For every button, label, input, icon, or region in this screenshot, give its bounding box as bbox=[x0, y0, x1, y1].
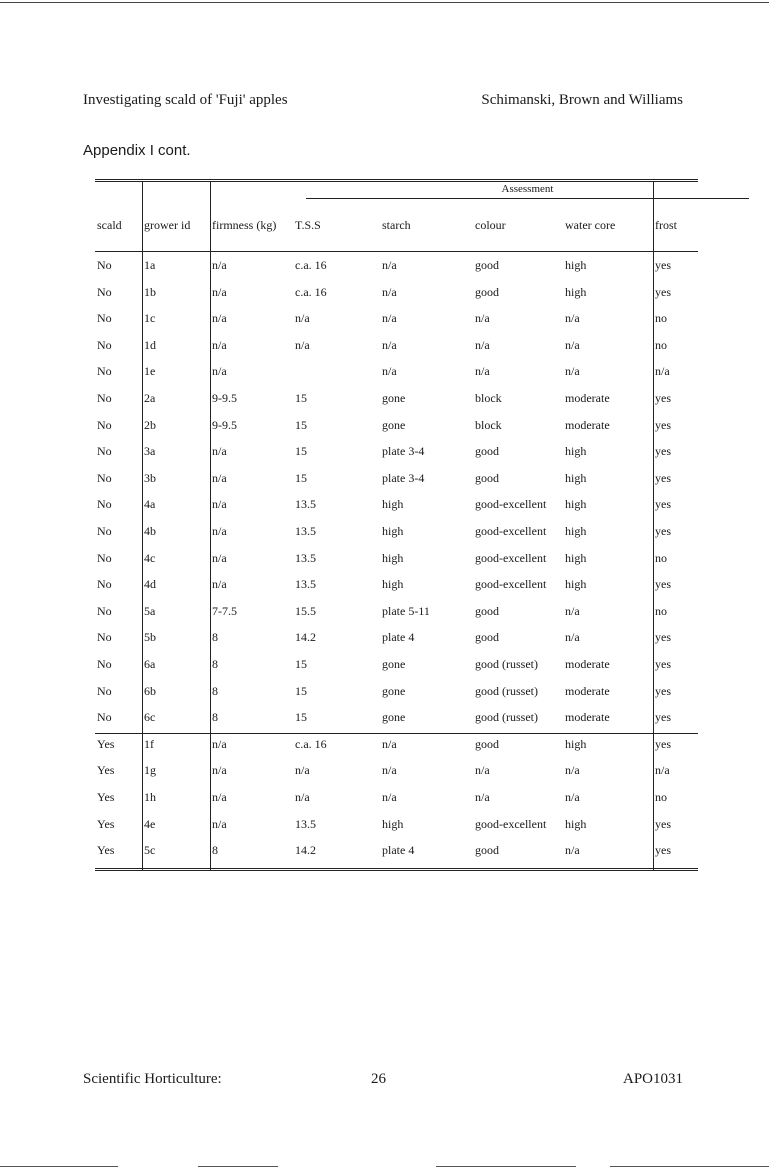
top-rule bbox=[0, 2, 769, 3]
appendix-title: Appendix I cont. bbox=[83, 142, 191, 159]
cell-grower-id: 2a bbox=[144, 391, 156, 405]
cell-tss: c.a. 16 bbox=[295, 258, 327, 272]
cell-grower-id: 3b bbox=[144, 470, 156, 485]
cell-starch: n/a bbox=[382, 258, 397, 272]
cell-grower-id: 5a bbox=[144, 603, 156, 618]
cell-colour: n/a bbox=[475, 790, 490, 804]
cell-tss: 15 bbox=[295, 391, 307, 405]
cell-firmness: n/a bbox=[212, 284, 227, 299]
cell-frost: yes bbox=[655, 497, 671, 512]
running-header-title: Investigating scald of 'Fuji' apples bbox=[83, 92, 288, 108]
cell-scald: Yes bbox=[97, 763, 115, 778]
cell-water-core: high bbox=[565, 497, 587, 512]
cell-grower-id: 5b bbox=[144, 630, 156, 645]
cell-colour: good bbox=[475, 630, 499, 645]
cell-grower-id: 1e bbox=[144, 364, 156, 379]
cell-colour: good bbox=[475, 470, 499, 485]
column-header-frost: frost bbox=[655, 218, 677, 232]
column-header-firmness: firmness (kg) bbox=[212, 218, 277, 232]
cell-grower-id: 4b bbox=[144, 524, 156, 538]
cell-water-core: high bbox=[565, 284, 587, 299]
cell-frost: yes bbox=[655, 577, 671, 592]
table-top-rule-inner bbox=[95, 181, 698, 182]
cell-water-core: n/a bbox=[565, 364, 580, 379]
cell-firmness: n/a bbox=[212, 790, 227, 804]
cell-colour: good (russet) bbox=[475, 657, 538, 671]
cell-starch: high bbox=[382, 816, 404, 831]
cell-scald: Yes bbox=[97, 790, 115, 804]
cell-frost: no bbox=[655, 790, 667, 804]
cell-firmness: n/a bbox=[212, 550, 227, 565]
footer-journal: Scientific Horticulture: bbox=[83, 1071, 222, 1087]
table-row bbox=[95, 604, 698, 630]
table-row bbox=[95, 737, 698, 763]
cell-tss: 15 bbox=[295, 444, 307, 459]
cell-tss: n/a bbox=[295, 337, 310, 352]
cell-scald: No bbox=[97, 603, 112, 618]
cell-grower-id: 4a bbox=[144, 497, 156, 512]
cell-starch: gone bbox=[382, 417, 406, 432]
cell-frost: yes bbox=[655, 258, 671, 272]
cell-firmness: 7-7.5 bbox=[212, 603, 237, 618]
cell-scald: Yes bbox=[97, 816, 115, 831]
cell-frost: yes bbox=[655, 444, 671, 459]
cell-firmness: n/a bbox=[212, 444, 227, 459]
bottom-rule-segment bbox=[0, 1166, 118, 1167]
cell-starch: n/a bbox=[382, 364, 397, 379]
running-header-authors: Schimanski, Brown and Williams bbox=[481, 92, 683, 108]
table-row bbox=[95, 364, 698, 390]
cell-frost: yes bbox=[655, 524, 671, 538]
cell-grower-id: 3a bbox=[144, 444, 156, 459]
cell-tss: 13.5 bbox=[295, 497, 316, 512]
cell-scald: No bbox=[97, 258, 112, 272]
cell-starch: gone bbox=[382, 710, 406, 725]
cell-colour: good (russet) bbox=[475, 683, 538, 698]
cell-scald: Yes bbox=[97, 736, 115, 751]
table-row bbox=[95, 657, 698, 683]
cell-colour: good bbox=[475, 258, 499, 272]
cell-water-core: moderate bbox=[565, 710, 610, 725]
cell-grower-id: 6c bbox=[144, 710, 156, 725]
cell-colour: n/a bbox=[475, 311, 490, 326]
cell-water-core: n/a bbox=[565, 790, 580, 804]
cell-starch: high bbox=[382, 577, 404, 592]
cell-scald: No bbox=[97, 364, 112, 379]
table-row bbox=[95, 524, 698, 550]
cell-colour: good-excellent bbox=[475, 577, 547, 592]
cell-grower-id: 6b bbox=[144, 683, 156, 698]
cell-colour: n/a bbox=[475, 364, 490, 379]
cell-starch: high bbox=[382, 550, 404, 565]
assessment-group-header: Assessment bbox=[501, 183, 554, 195]
cell-scald: Yes bbox=[97, 843, 115, 858]
cell-colour: n/a bbox=[475, 337, 490, 352]
cell-scald: No bbox=[97, 657, 112, 671]
cell-grower-id: 4c bbox=[144, 550, 156, 565]
cell-firmness: n/a bbox=[212, 763, 227, 778]
cell-firmness: 8 bbox=[212, 843, 218, 858]
table-row bbox=[95, 577, 698, 603]
bottom-rule-segment bbox=[610, 1166, 769, 1167]
cell-grower-id: 1c bbox=[144, 311, 156, 326]
cell-firmness: 8 bbox=[212, 710, 218, 725]
cell-frost: no bbox=[655, 603, 667, 618]
cell-starch: plate 3-4 bbox=[382, 444, 425, 459]
cell-scald: No bbox=[97, 497, 112, 512]
table-row bbox=[95, 391, 698, 417]
cell-colour: good-excellent bbox=[475, 497, 547, 512]
table-row bbox=[95, 418, 698, 444]
cell-starch: gone bbox=[382, 657, 406, 671]
cell-water-core: n/a bbox=[565, 603, 580, 618]
cell-frost: yes bbox=[655, 736, 671, 751]
cell-colour: good bbox=[475, 603, 499, 618]
cell-tss: 15 bbox=[295, 470, 307, 485]
column-header-starch: starch bbox=[382, 218, 411, 232]
cell-water-core: moderate bbox=[565, 683, 610, 698]
cell-scald: No bbox=[97, 444, 112, 459]
bottom-rule-segment bbox=[436, 1166, 576, 1167]
cell-frost: yes bbox=[655, 630, 671, 645]
cell-colour: good (russet) bbox=[475, 710, 538, 725]
cell-firmness: n/a bbox=[212, 258, 227, 272]
table-row bbox=[95, 471, 698, 497]
cell-firmness: n/a bbox=[212, 337, 227, 352]
table-row bbox=[95, 763, 698, 789]
cell-starch: n/a bbox=[382, 736, 397, 751]
cell-grower-id: 1b bbox=[144, 284, 156, 299]
cell-water-core: high bbox=[565, 470, 587, 485]
cell-starch: n/a bbox=[382, 284, 397, 299]
cell-scald: No bbox=[97, 391, 112, 405]
cell-firmness: 8 bbox=[212, 683, 218, 698]
bottom-rule-segment bbox=[198, 1166, 278, 1167]
table-row bbox=[95, 311, 698, 337]
cell-grower-id: 5c bbox=[144, 843, 156, 858]
scald-yes-separator bbox=[95, 733, 698, 734]
cell-grower-id: 1g bbox=[144, 763, 156, 778]
cell-colour: good-excellent bbox=[475, 550, 547, 565]
cell-grower-id: 1d bbox=[144, 337, 156, 352]
cell-colour: good bbox=[475, 284, 499, 299]
cell-water-core: high bbox=[565, 736, 587, 751]
table-row bbox=[95, 790, 698, 816]
cell-grower-id: 6a bbox=[144, 657, 156, 671]
cell-grower-id: 4e bbox=[144, 816, 156, 831]
cell-scald: No bbox=[97, 417, 112, 432]
cell-tss: 15 bbox=[295, 683, 307, 698]
cell-water-core: high bbox=[565, 550, 587, 565]
cell-tss: 13.5 bbox=[295, 550, 316, 565]
table-row bbox=[95, 338, 698, 364]
cell-water-core: moderate bbox=[565, 417, 610, 432]
table-row bbox=[95, 684, 698, 710]
cell-starch: plate 3-4 bbox=[382, 470, 425, 485]
cell-grower-id: 4d bbox=[144, 577, 156, 592]
cell-colour: block bbox=[475, 391, 502, 405]
cell-frost: yes bbox=[655, 816, 671, 831]
cell-grower-id: 1a bbox=[144, 258, 156, 272]
column-header-grower-id: grower id bbox=[144, 218, 191, 232]
cell-scald: No bbox=[97, 284, 112, 299]
cell-colour: good-excellent bbox=[475, 524, 547, 538]
cell-grower-id: 1f bbox=[144, 736, 154, 751]
cell-firmness: 9-9.5 bbox=[212, 391, 237, 405]
cell-frost: yes bbox=[655, 284, 671, 299]
cell-water-core: moderate bbox=[565, 657, 610, 671]
cell-scald: No bbox=[97, 470, 112, 485]
cell-firmness: n/a bbox=[212, 577, 227, 592]
cell-tss: c.a. 16 bbox=[295, 284, 327, 299]
cell-scald: No bbox=[97, 337, 112, 352]
table-row bbox=[95, 630, 698, 656]
cell-starch: plate 4 bbox=[382, 843, 415, 858]
cell-starch: gone bbox=[382, 391, 406, 405]
table-row bbox=[95, 843, 698, 869]
cell-water-core: moderate bbox=[565, 391, 610, 405]
cell-colour: good bbox=[475, 736, 499, 751]
cell-water-core: n/a bbox=[565, 763, 580, 778]
column-header-water-core: water core bbox=[565, 218, 616, 232]
cell-scald: No bbox=[97, 550, 112, 565]
cell-frost: no bbox=[655, 311, 667, 326]
column-header-scald: scald bbox=[97, 218, 122, 232]
cell-scald: No bbox=[97, 524, 112, 538]
cell-tss: 14.2 bbox=[295, 843, 316, 858]
cell-starch: n/a bbox=[382, 763, 397, 778]
cell-tss: n/a bbox=[295, 790, 310, 804]
cell-frost: yes bbox=[655, 657, 671, 671]
cell-tss: 13.5 bbox=[295, 577, 316, 592]
cell-water-core: high bbox=[565, 816, 587, 831]
footer-report-id: APO1031 bbox=[622, 1071, 683, 1087]
table-row bbox=[95, 444, 698, 470]
cell-frost: n/a bbox=[655, 763, 670, 778]
cell-scald: No bbox=[97, 311, 112, 326]
cell-scald: No bbox=[97, 630, 112, 645]
cell-frost: yes bbox=[655, 843, 671, 858]
cell-tss: 15 bbox=[295, 710, 307, 725]
cell-grower-id: 2b bbox=[144, 417, 156, 432]
cell-tss: 15 bbox=[295, 657, 307, 671]
cell-firmness: n/a bbox=[212, 311, 227, 326]
cell-firmness: n/a bbox=[212, 497, 227, 512]
cell-firmness: n/a bbox=[212, 816, 227, 831]
cell-water-core: n/a bbox=[565, 630, 580, 645]
cell-firmness: 8 bbox=[212, 657, 218, 671]
header-bottom-rule bbox=[95, 251, 698, 252]
page-number: 26 bbox=[371, 1071, 386, 1087]
table-bottom-rule-inner bbox=[95, 870, 698, 871]
cell-grower-id: 1h bbox=[144, 790, 156, 804]
cell-frost: yes bbox=[655, 417, 671, 432]
cell-water-core: n/a bbox=[565, 843, 580, 858]
cell-tss: 14.2 bbox=[295, 630, 316, 645]
table-row bbox=[95, 497, 698, 523]
cell-frost: yes bbox=[655, 391, 671, 405]
cell-firmness: 9-9.5 bbox=[212, 417, 237, 432]
cell-frost: yes bbox=[655, 683, 671, 698]
cell-tss: 13.5 bbox=[295, 816, 316, 831]
cell-water-core: high bbox=[565, 577, 587, 592]
cell-tss: c.a. 16 bbox=[295, 736, 327, 751]
table-top-rule bbox=[95, 179, 698, 180]
cell-starch: plate 4 bbox=[382, 630, 415, 645]
cell-frost: yes bbox=[655, 470, 671, 485]
cell-colour: good bbox=[475, 843, 499, 858]
cell-scald: No bbox=[97, 577, 112, 592]
cell-water-core: n/a bbox=[565, 311, 580, 326]
cell-firmness: 8 bbox=[212, 630, 218, 645]
cell-colour: n/a bbox=[475, 763, 490, 778]
cell-scald: No bbox=[97, 710, 112, 725]
cell-starch: high bbox=[382, 524, 404, 538]
cell-starch: high bbox=[382, 497, 404, 512]
table-row bbox=[95, 258, 698, 284]
cell-starch: gone bbox=[382, 683, 406, 698]
cell-firmness: n/a bbox=[212, 736, 227, 751]
cell-tss: 15.5 bbox=[295, 603, 316, 618]
cell-firmness: n/a bbox=[212, 364, 227, 379]
cell-frost: n/a bbox=[655, 364, 670, 379]
table-row bbox=[95, 285, 698, 311]
cell-water-core: n/a bbox=[565, 337, 580, 352]
cell-colour: good-excellent bbox=[475, 816, 547, 831]
cell-tss: 15 bbox=[295, 417, 307, 432]
cell-tss: 13.5 bbox=[295, 524, 316, 538]
cell-firmness: n/a bbox=[212, 524, 227, 538]
cell-starch: n/a bbox=[382, 337, 397, 352]
cell-frost: yes bbox=[655, 710, 671, 725]
table-bottom-rule bbox=[95, 868, 698, 869]
cell-frost: no bbox=[655, 337, 667, 352]
cell-tss: n/a bbox=[295, 763, 310, 778]
cell-starch: n/a bbox=[382, 311, 397, 326]
cell-scald: No bbox=[97, 683, 112, 698]
cell-starch: plate 5-11 bbox=[382, 603, 430, 618]
cell-water-core: high bbox=[565, 444, 587, 459]
assessment-rule bbox=[306, 198, 749, 199]
table-row bbox=[95, 551, 698, 577]
cell-water-core: high bbox=[565, 524, 587, 538]
cell-frost: no bbox=[655, 550, 667, 565]
cell-tss: n/a bbox=[295, 311, 310, 326]
column-header-tss: T.S.S bbox=[295, 218, 321, 232]
cell-starch: n/a bbox=[382, 790, 397, 804]
cell-water-core: high bbox=[565, 258, 587, 272]
cell-colour: block bbox=[475, 417, 502, 432]
cell-colour: good bbox=[475, 444, 499, 459]
table-row bbox=[95, 817, 698, 843]
column-header-colour: colour bbox=[475, 218, 506, 232]
cell-firmness: n/a bbox=[212, 470, 227, 485]
